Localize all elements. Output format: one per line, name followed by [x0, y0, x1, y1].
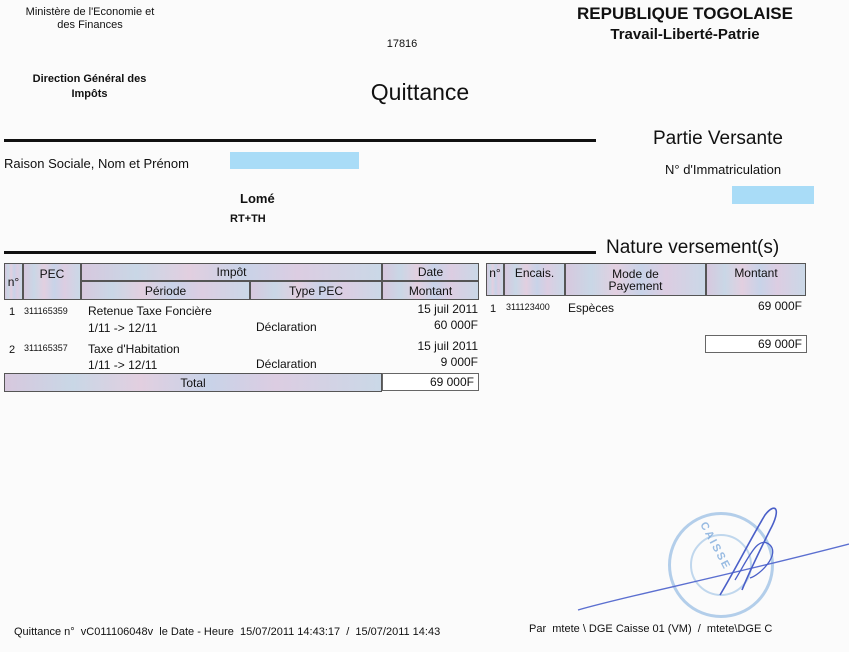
ministry-line1: Ministère de l'Economie et	[25, 6, 155, 18]
pay-row-n: 1	[490, 303, 497, 315]
tax-row-type: Déclaration	[256, 357, 317, 371]
tax-row-amount: 60 000F	[433, 318, 478, 332]
tax-row-type: Déclaration	[256, 320, 317, 334]
footer-by-label: Par	[529, 623, 547, 635]
tax-row-period: 1/11 -> 12/11	[88, 321, 158, 335]
direction-line2: Impôts	[71, 88, 108, 100]
pay-row-encais: 311123400	[506, 302, 550, 312]
tax-row-pec: 311165357	[24, 343, 68, 353]
republic-title: REPUBLIQUE TOGOLAISE	[577, 4, 793, 23]
direction-line1: Direction Général des	[32, 73, 147, 85]
registration-redaction	[732, 186, 814, 204]
stamp-label: CAISSE	[697, 520, 733, 573]
payments-section-title: Nature versement(s)	[606, 237, 780, 258]
registration-label: N° d'Immatriculation	[665, 162, 782, 177]
footer-receipt	[14, 626, 440, 638]
tax-col-periode: Période	[81, 281, 250, 300]
document-number: 17816	[386, 38, 418, 50]
tax-row-period: 1/11 -> 12/11	[88, 358, 158, 372]
tax-row-date: 15 juil 2011	[417, 302, 478, 316]
footer-date-label: le Date - Heure	[159, 626, 234, 638]
payments-divider	[4, 251, 596, 254]
payer-section-title: Partie Versante	[653, 128, 783, 149]
pay-col-mode: Mode de Payement	[565, 263, 706, 296]
tax-col-date: Date	[382, 263, 479, 281]
header-divider	[4, 139, 596, 142]
footer-by-value: mtete \ DGE Caisse 01 (VM) / mtete\DGE C	[552, 623, 773, 635]
tax-row-amount: 9 000F	[440, 355, 478, 369]
pay-row-amount: 69 000F	[757, 299, 802, 313]
page-title: Quittance	[370, 79, 470, 105]
tax-col-pec: PEC	[23, 263, 81, 300]
footer-operator	[529, 623, 772, 635]
tax-total-amount: 69 000F	[382, 373, 479, 391]
pay-col-n: n°	[486, 263, 504, 296]
signature-scribble	[570, 500, 849, 615]
ministry-line2: des Finances	[57, 19, 123, 31]
tax-col-type: Type PEC	[250, 281, 382, 300]
tax-row-n: 1	[9, 306, 16, 318]
tax-row-pec: 311165359	[24, 306, 68, 316]
tax-col-montant: Montant	[382, 281, 479, 300]
direction-block	[12, 72, 167, 102]
payer-name-label: Raison Sociale, Nom et Prénom	[4, 156, 189, 171]
payer-city: Lomé	[240, 191, 275, 206]
tax-row-date: 15 juil 2011	[417, 339, 478, 353]
tax-total-label: Total	[4, 373, 382, 392]
tax-row-name: Retenue Taxe Foncière	[88, 304, 212, 318]
payment-total-amount: 69 000F	[705, 335, 807, 353]
footer-datetime: 15/07/2011 14:43:17 / 15/07/2011 14:43	[240, 626, 441, 638]
tax-col-n: n°	[4, 263, 23, 300]
ministry-block	[10, 6, 170, 32]
tax-row-name: Taxe d'Habitation	[88, 342, 180, 356]
tax-col-impot: Impôt	[81, 263, 382, 281]
pay-row-mode: Espèces	[568, 301, 615, 315]
payer-code: RT+TH	[230, 213, 266, 225]
republic-motto: Travail-Liberté-Patrie	[610, 26, 760, 43]
footer-receipt-number: vC011106048v	[80, 626, 154, 638]
pay-col-montant: Montant	[706, 263, 806, 296]
pay-col-encais: Encais.	[504, 263, 565, 296]
tax-row-n: 2	[9, 344, 16, 356]
footer-receipt-label: Quittance n°	[14, 626, 75, 638]
payer-name-redaction	[230, 152, 359, 169]
